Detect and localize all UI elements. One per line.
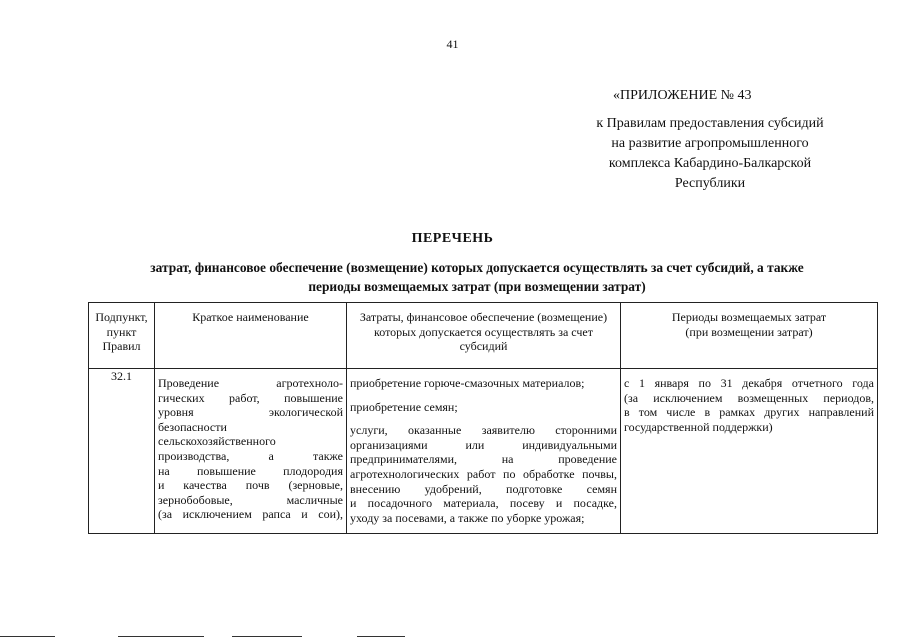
header-text: Правил <box>102 339 141 354</box>
page-number: 41 <box>446 37 459 51</box>
cell-line: с 1 января по 31 декабря отчетного года <box>624 376 874 390</box>
header-periods <box>621 303 878 369</box>
appendix-line: комплекса Кабардино-Балкарской <box>608 156 812 171</box>
header-text: Затраты, финансовое обеспечение (возмещение) <box>359 310 608 324</box>
footer-rule <box>232 636 302 637</box>
appendix-title: «ПРИЛОЖЕНИЕ № 43 <box>613 88 752 103</box>
row-name-text <box>155 369 346 530</box>
row-period-cell <box>621 369 878 534</box>
row-number: 32.1 <box>89 369 155 534</box>
header-text: (при возмещении затрат) <box>685 324 813 339</box>
appendix-line: к Правилам предоставления субсидий <box>596 116 824 131</box>
appendix-block <box>560 88 860 194</box>
cell-line: и посадочного материала, посеву и посадке, <box>350 496 617 511</box>
cell-line: Проведение агротехноло- <box>158 376 343 390</box>
row-costs-text <box>347 369 620 533</box>
header-costs <box>347 303 621 369</box>
cell-line: предпринимателями, на проведение <box>350 452 617 467</box>
cell-line: безопасности <box>158 419 227 434</box>
header-text: которых допускается осуществлять за счет <box>374 324 593 339</box>
header-short-name <box>155 303 347 369</box>
subtitle-line: затрат, финансовое обеспечение (возмещение) которых допускается осуществлять за счет субсидий, а также <box>150 260 804 275</box>
cell-line: гических работ, повышение <box>158 390 343 405</box>
costs-table <box>88 302 878 534</box>
cell-line: внесению удобрений, подготовке семян <box>350 481 617 496</box>
document-subtitle <box>82 258 872 296</box>
cell-line: (за исключением рапса и сои), <box>158 507 343 522</box>
cell-line: услуги, оказанные заявителю сторонними <box>350 423 617 438</box>
cell-line: на повышение плодородия <box>158 463 343 478</box>
row-name-cell <box>155 369 347 534</box>
appendix-line: на развитие агропромышленного <box>611 136 809 151</box>
cell-line: организациями или индивидуальными <box>350 437 617 452</box>
header-subpoint <box>89 303 155 369</box>
footer-rule <box>118 636 204 637</box>
appendix-line: Республики <box>674 176 746 191</box>
cell-line: государственной поддержки) <box>624 419 773 434</box>
table-header-row <box>89 303 878 369</box>
header-text: Периоды возмещаемых затрат <box>671 310 827 324</box>
subtitle-line: периоды возмещаемых затрат (при возмещении затрат) <box>308 279 646 294</box>
table-row <box>89 369 878 534</box>
header-text: пункт <box>106 324 137 339</box>
header-text: Подпункт, <box>95 310 148 324</box>
cell-line: производства, а также <box>158 448 343 463</box>
footer-rule <box>0 636 55 637</box>
cell-line: уходу за посевами, а также по уборке урожая; <box>350 510 585 525</box>
cell-line: и качества почв (зерновые, <box>158 478 343 493</box>
header-text: Краткое наименование <box>192 310 309 324</box>
footer-rule <box>357 636 405 637</box>
cell-line: сельскохозяйственного <box>158 434 276 449</box>
cell-line: приобретение горюче-смазочных материалов; <box>350 376 585 390</box>
cell-line: зернобобовые, масличные <box>158 492 343 507</box>
document-title: ПЕРЕЧЕНЬ <box>411 231 494 246</box>
cell-line: приобретение семян; <box>350 399 458 414</box>
row-costs-cell <box>347 369 621 534</box>
cell-line: агротехнологических работ по обработке почвы, <box>350 466 617 481</box>
row-period-text <box>621 369 877 442</box>
cell-line: уровня экологической <box>158 405 343 420</box>
cell-line: (за исключением возмещенных периодов, <box>624 390 874 405</box>
cell-line: в том числе в рамках других направлений <box>624 405 874 420</box>
header-text: субсидий <box>459 339 508 354</box>
